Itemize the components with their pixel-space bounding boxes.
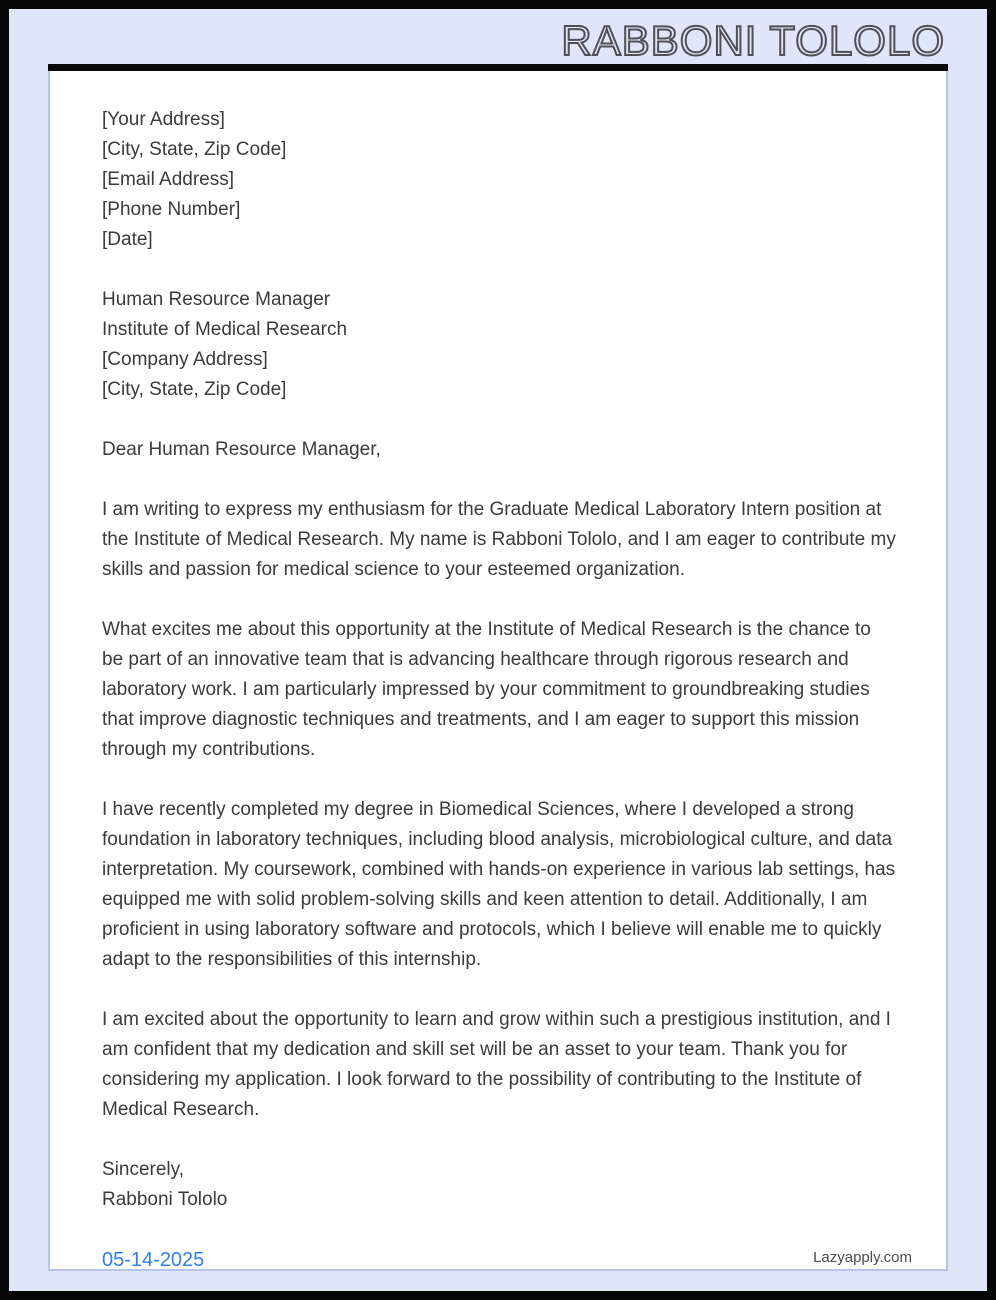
header-rule-divider xyxy=(48,64,948,71)
salutation: Dear Human Resource Manager, xyxy=(102,439,381,460)
body-paragraph-closing: I am excited about the opportunity to learn and grow within such a prestigious institution, and I am confident that my dedication and skill set will be an asset to your team. Thank you for considering my application. I look forward to the possibility of contributing to the Institute of Medical Research. xyxy=(102,1009,891,1120)
sender-address-line: [Your Address] xyxy=(102,109,225,130)
sender-email-line: [Email Address] xyxy=(102,169,234,190)
recipient-company-address-line: [Company Address] xyxy=(102,349,268,370)
sender-address-block xyxy=(102,105,896,255)
recipient-city-line: [City, State, Zip Code] xyxy=(102,379,287,400)
recipient-title-line: Human Resource Manager xyxy=(102,289,331,310)
sender-phone-line: [Phone Number] xyxy=(102,199,241,220)
sender-city-line: [City, State, Zip Code] xyxy=(102,139,287,160)
lazyapply-watermark: Lazyapply.com xyxy=(813,1249,912,1266)
letterhead xyxy=(9,9,987,64)
recipient-company-line: Institute of Medical Research xyxy=(102,319,348,340)
closing-salutation: Sincerely, xyxy=(102,1159,185,1180)
body-paragraph-intro: I am writing to express my enthusiasm for the Graduate Medical Laboratory Intern position at the Institute of Medical Research. My name is Rabboni Tololo, and I am eager to contribute my skills and passion for medical science to your esteemed organization. xyxy=(102,499,896,580)
candidate-name-title: RABBONI TOLOLO xyxy=(561,17,945,64)
signature-name: Rabboni Tololo xyxy=(102,1189,228,1210)
signature-block xyxy=(102,1155,896,1215)
body-paragraph-qualifications: I have recently completed my degree in Biomedical Sciences, where I developed a strong foundation in laboratory techniques, including blood analysis, microbiological culture, and data interpretation. My coursework, combined with hands-on experience in various lab settings, has equipped me with solid problem-solving skills and keen attention to detail. Additionally, I am proficient in using laboratory software and protocols, which I believe will enable me to quickly adapt to the responsibilities of this internship. xyxy=(102,799,896,970)
sender-date-line: [Date] xyxy=(102,229,153,250)
body-paragraph-motivation: What excites me about this opportunity at the Institute of Medical Research is the chance to be part of an innovative team that is advancing healthcare through rigorous research and laboratory work. I am particularly impressed by your commitment to groundbreaking studies that improve diagnostic techniques and treatments, and I am eager to support this mission through my contributions. xyxy=(102,619,871,760)
recipient-address-block xyxy=(102,285,896,405)
letter-date-field[interactable]: 05-14-2025 xyxy=(102,1249,205,1271)
letter-page xyxy=(48,69,948,1271)
letter-content xyxy=(50,69,946,1275)
